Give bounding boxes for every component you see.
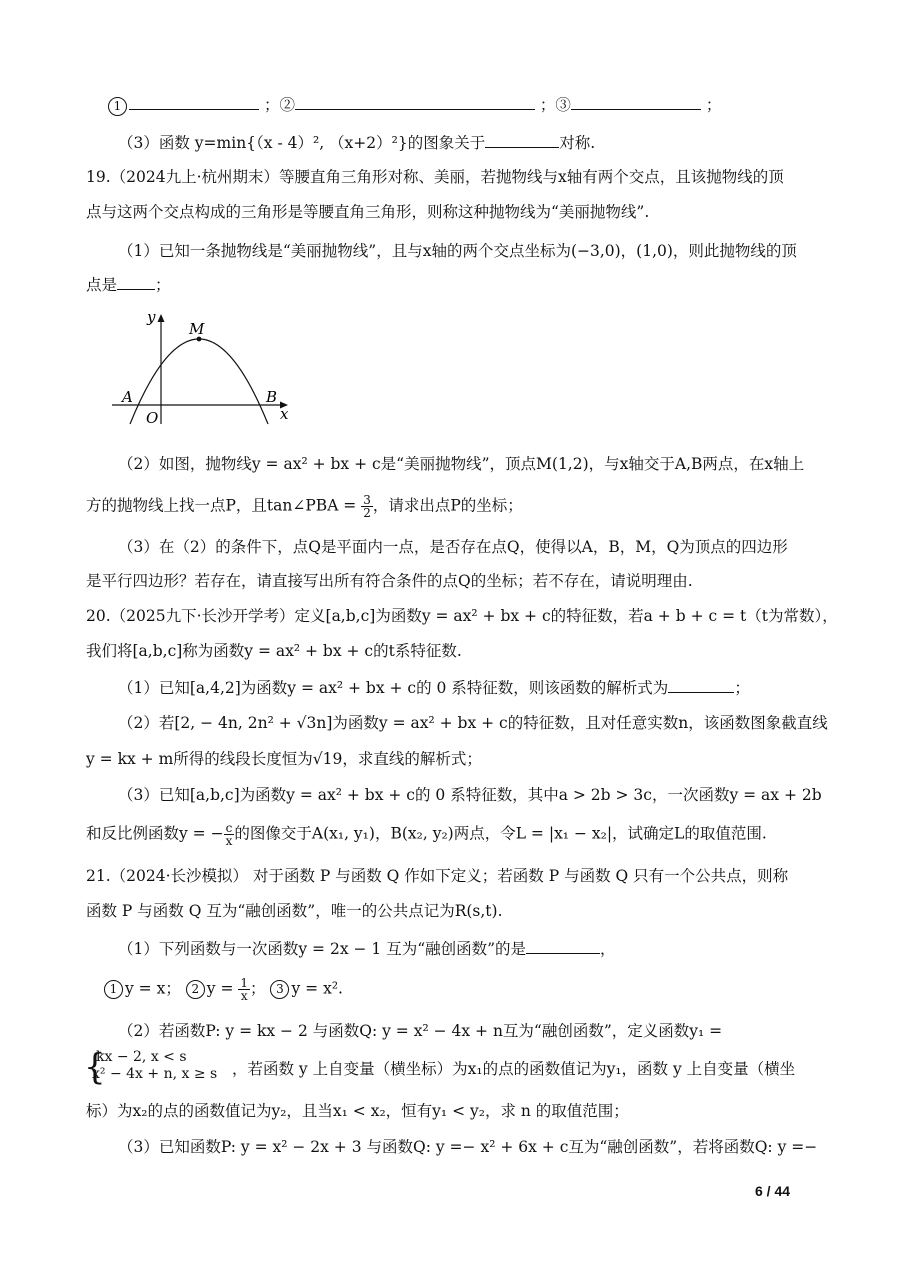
q19-part3: （3）在（2）的条件下，点Q是平面内一点，是否存在点Q，使得以A，B，M，Q为顶点的四边形 — [118, 538, 788, 556]
fraction-numerator: 1 — [240, 976, 249, 990]
q19-part2-cont-text: 方的抛物线上找一点P，且tan∠PBA = — [86, 496, 362, 515]
q21-part2-cont: ，若函数 y 上自变量（横坐标）为x₁的点的函数值记为y₁，函数 y 上自变量（横坐 — [232, 1060, 796, 1078]
q20-part3-cont — [86, 822, 767, 847]
separator-2: ；② — [263, 96, 295, 114]
page-number: 6 / 44 — [755, 1183, 791, 1199]
q20-part2-cont: y = kx + m所得的线段长度恒为√19，求直线的解析式； — [86, 750, 482, 768]
q19-part3-cont: 是平行四边形？若存在，请直接写出所有符合条件的点Q的坐标；若不存在，请说明理由. — [86, 572, 693, 590]
fraction-denominator: x — [240, 989, 248, 1003]
label-B: B — [266, 388, 278, 406]
fraction-1-x — [238, 977, 250, 1002]
separator-3: ；③ — [539, 96, 571, 114]
fraction-denominator: 2 — [363, 506, 371, 520]
answer-blank — [117, 273, 155, 290]
piecewise-case-2: x² − 4x + n, x ≥ s — [92, 1066, 218, 1082]
left-brace: { — [84, 1046, 106, 1088]
answer-blank — [668, 676, 734, 693]
q21-part2-cont2: 标）为x₂的点的函数值记为y₂，且当x₁ < x₂，恒有y₁ < y₂，求 n 的取值范围； — [86, 1102, 629, 1120]
fraction-3-2 — [361, 494, 373, 519]
q20-part1 — [118, 676, 750, 699]
q21-part3: （3）已知函数P: y = x² − 2x + 3 与函数Q: y =− x² + 6x + c互为“融创函数”，若将函数Q: y =− — [118, 1138, 818, 1156]
q21-heading: 21.（2024·长沙模拟） 对于函数 P 与函数 Q 作如下定义；若函数 P 与函数 Q 只有一个公共点，则称 — [86, 867, 789, 885]
q18-blanks-row — [108, 93, 721, 116]
separator-end: ； — [705, 96, 722, 114]
q21-options — [104, 977, 343, 1002]
q20-part3-cont-text: 和反比例函数y = − — [86, 824, 224, 843]
q19-heading: 19.（2024九上·杭州期末）等腰直角三角形对称、美丽，若抛物线与x轴有两个交点，且该抛物线的顶 — [86, 168, 784, 186]
circle-number-3: 3 — [270, 980, 289, 999]
label-A: A — [122, 388, 133, 406]
circle-number-2: 2 — [186, 980, 205, 999]
option-1: y = x； — [125, 979, 181, 998]
answer-blank-1 — [129, 93, 259, 110]
q20-part1-text: （1）已知[a,4,2]为函数y = ax² + bx + c的 0 系特征数，则该函数的解析式为 — [118, 679, 669, 697]
q19-part2: （2）如图，抛物线y = ax² + bx + c是“美丽抛物线”，顶点M(1,2)，与x轴交于A,B两点，在x轴上 — [118, 455, 805, 473]
fraction-denominator: x — [225, 834, 233, 848]
fraction-c-x — [224, 822, 235, 847]
q19-heading-2: 点与这两个交点构成的三角形是等腰直角三角形，则称这种抛物线为“美丽抛物线”. — [86, 203, 650, 221]
label-O: O — [146, 409, 159, 427]
q18-part3-text: （3）函数 y=min{（x - 4）², （x+2）²}的图象关于 — [118, 134, 486, 152]
q21-part1-end: ， — [600, 940, 616, 958]
fraction-numerator: 3 — [363, 493, 371, 507]
label-y: y — [147, 308, 156, 326]
answer-blank-3 — [571, 93, 701, 110]
q18-part3-end: 对称. — [559, 134, 596, 152]
q21-heading-2: 函数 P 与函数 Q 互为“融创函数”，唯一的公共点记为R(s,t). — [86, 902, 503, 920]
answer-blank — [485, 131, 559, 148]
q21-part1-text: （1）下列函数与一次函数y = 2x − 1 互为“融创函数”的是 — [118, 940, 527, 958]
q19-part1: （1）已知一条抛物线是“美丽抛物线”，且与x轴的两个交点坐标为(−3,0)，(1,0)，则此抛物线的顶 — [118, 242, 797, 260]
q21-part2: （2）若函数P: y = kx − 2 与函数Q: y = x² − 4x + n互为“融创函数”，定义函数y₁ = — [118, 1022, 723, 1040]
y-axis-arrow — [158, 314, 165, 322]
label-M: M — [189, 320, 205, 338]
q19-part1-cont — [86, 273, 171, 296]
piecewise-case-1: kx − 2, x < s — [96, 1049, 187, 1065]
q20-heading: 20.（2025九下·长沙开学考）定义[a,b,c]为函数y = ax² + bx + c的特征数，若a + b + c = t（t为常数）， — [86, 607, 838, 625]
parabola-figure — [108, 306, 298, 430]
option-2-text: y = — [206, 979, 239, 998]
answer-blank — [526, 937, 600, 954]
q19-part1-cont-end: ； — [155, 276, 171, 294]
option-2-end: ； — [250, 979, 266, 998]
q20-part3: （3）已知[a,b,c]为函数y = ax² + bx + c的 0 系特征数，其中a > 2b > 3c，一次函数y = ax + 2b — [118, 786, 822, 804]
q20-part3-cont-end: 的图像交于A(x₁, y₁)，B(x₂, y₂)两点，令L = |x₁ − x₂|，试确定L的取值范围. — [234, 824, 767, 843]
q19-part2-cont-end: ，请求出点P的坐标； — [372, 496, 523, 515]
q19-part1-cont-text: 点是 — [86, 276, 118, 294]
q19-part2-cont — [86, 494, 523, 519]
circle-number-1: 1 — [104, 980, 123, 999]
q18-part3 — [118, 131, 595, 154]
fraction-numerator: c — [224, 822, 235, 835]
option-3: y = x². — [291, 979, 343, 998]
q20-part1-end: ； — [734, 679, 750, 697]
q20-part2: （2）若[2, − 4n, 2n² + √3n]为函数y = ax² + bx + c的特征数，且对任意实数n，该函数图象截直线 — [118, 714, 828, 732]
answer-blank-2 — [295, 93, 535, 110]
label-x: x — [280, 405, 289, 423]
circle-number-1: 1 — [108, 97, 127, 116]
q20-heading-2: 我们将[a,b,c]称为函数y = ax² + bx + c的t系特征数. — [86, 642, 462, 660]
q21-part1 — [118, 937, 616, 960]
